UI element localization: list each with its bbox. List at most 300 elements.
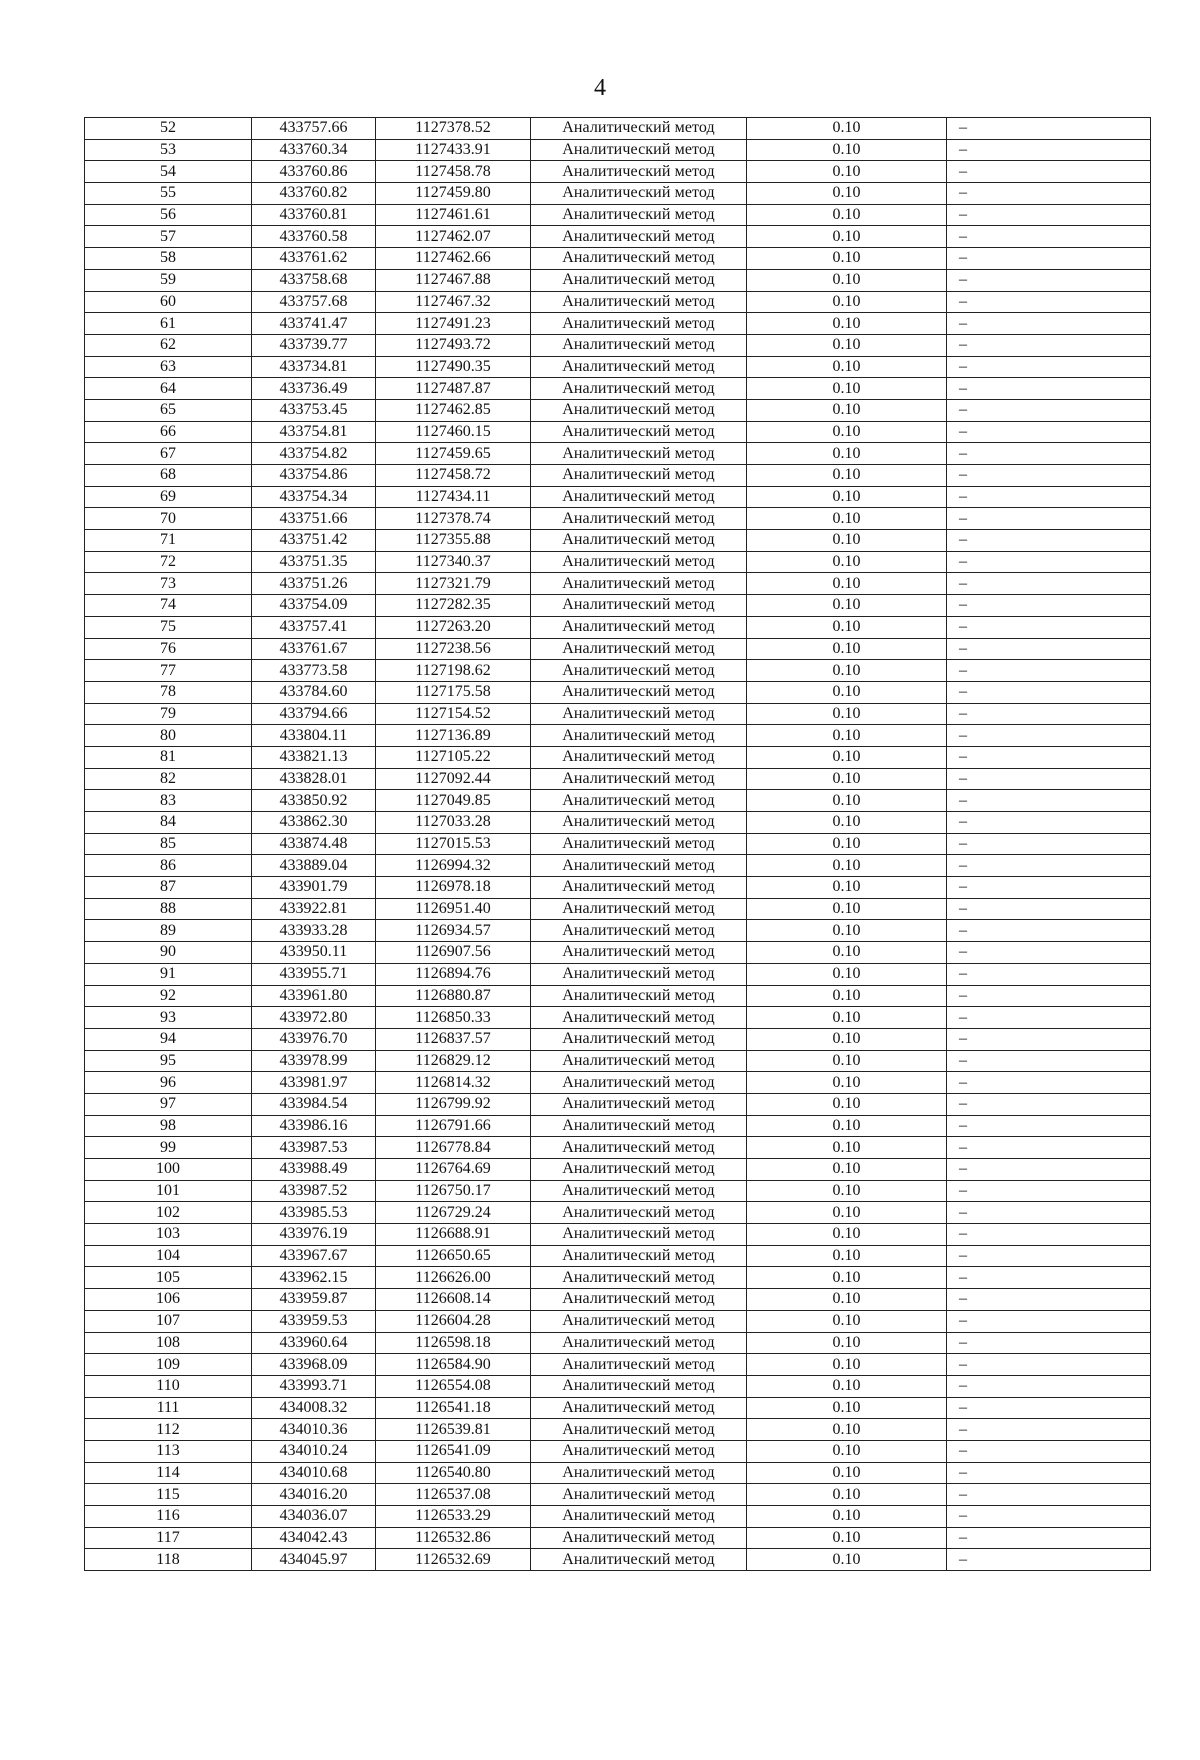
point-number-cell: 91 [85,963,252,985]
note-cell: – [947,1093,1151,1115]
table-row [85,1354,1151,1376]
method-cell: Аналитический метод [531,1115,747,1137]
note-cell: – [947,920,1151,942]
accuracy-cell: 0.10 [747,1202,947,1224]
x-coordinate-cell: 433734.81 [252,356,376,378]
note-cell: – [947,790,1151,812]
y-coordinate-cell: 1127458.72 [376,465,531,487]
x-coordinate-cell: 433950.11 [252,942,376,964]
note-cell: – [947,595,1151,617]
method-cell: Аналитический метод [531,963,747,985]
accuracy-cell: 0.10 [747,1506,947,1528]
y-coordinate-cell: 1127378.52 [376,118,531,140]
note-cell: – [947,1289,1151,1311]
point-number-cell: 52 [85,118,252,140]
accuracy-cell: 0.10 [747,313,947,335]
table-row [85,573,1151,595]
x-coordinate-cell: 433959.87 [252,1289,376,1311]
y-coordinate-cell: 1127434.11 [376,486,531,508]
accuracy-cell: 0.10 [747,1462,947,1484]
accuracy-cell: 0.10 [747,204,947,226]
x-coordinate-cell: 433751.66 [252,508,376,530]
note-cell: – [947,1050,1151,1072]
x-coordinate-cell: 433976.70 [252,1028,376,1050]
table-row [85,1484,1151,1506]
y-coordinate-cell: 1126907.56 [376,942,531,964]
note-cell: – [947,1375,1151,1397]
method-cell: Аналитический метод [531,616,747,638]
x-coordinate-cell: 433967.67 [252,1245,376,1267]
x-coordinate-cell: 433821.13 [252,746,376,768]
y-coordinate-cell: 1127487.87 [376,378,531,400]
table-row [85,660,1151,682]
method-cell: Аналитический метод [531,269,747,291]
accuracy-cell: 0.10 [747,725,947,747]
note-cell: – [947,812,1151,834]
note-cell: – [947,1310,1151,1332]
table-row [85,183,1151,205]
point-number-cell: 61 [85,313,252,335]
y-coordinate-cell: 1127493.72 [376,334,531,356]
method-cell: Аналитический метод [531,1419,747,1441]
point-number-cell: 118 [85,1549,252,1571]
note-cell: – [947,681,1151,703]
accuracy-cell: 0.10 [747,139,947,161]
table-row [85,1159,1151,1181]
method-cell: Аналитический метод [531,486,747,508]
y-coordinate-cell: 1126837.57 [376,1028,531,1050]
accuracy-cell: 0.10 [747,681,947,703]
y-coordinate-cell: 1127378.74 [376,508,531,530]
method-cell: Аналитический метод [531,443,747,465]
accuracy-cell: 0.10 [747,183,947,205]
accuracy-cell: 0.10 [747,1397,947,1419]
x-coordinate-cell: 433773.58 [252,660,376,682]
note-cell: – [947,1245,1151,1267]
y-coordinate-cell: 1126532.86 [376,1527,531,1549]
point-number-cell: 62 [85,334,252,356]
table-row [85,1375,1151,1397]
y-coordinate-cell: 1126978.18 [376,877,531,899]
point-number-cell: 97 [85,1093,252,1115]
x-coordinate-cell: 433874.48 [252,833,376,855]
method-cell: Аналитический метод [531,681,747,703]
point-number-cell: 101 [85,1180,252,1202]
note-cell: – [947,1397,1151,1419]
point-number-cell: 82 [85,768,252,790]
method-cell: Аналитический метод [531,1093,747,1115]
note-cell: – [947,1462,1151,1484]
note-cell: – [947,1159,1151,1181]
note-cell: – [947,1007,1151,1029]
note-cell: – [947,855,1151,877]
accuracy-cell: 0.10 [747,855,947,877]
note-cell: – [947,1332,1151,1354]
method-cell: Аналитический метод [531,465,747,487]
note-cell: – [947,530,1151,552]
method-cell: Аналитический метод [531,638,747,660]
table-row [85,1506,1151,1528]
note-cell: – [947,161,1151,183]
note-cell: – [947,833,1151,855]
note-cell: – [947,1115,1151,1137]
point-number-cell: 77 [85,660,252,682]
table-row [85,1115,1151,1137]
y-coordinate-cell: 1126540.80 [376,1462,531,1484]
x-coordinate-cell: 433986.16 [252,1115,376,1137]
method-cell: Аналитический метод [531,703,747,725]
table-row [85,486,1151,508]
accuracy-cell: 0.10 [747,1310,947,1332]
y-coordinate-cell: 1126799.92 [376,1093,531,1115]
method-cell: Аналитический метод [531,1028,747,1050]
point-number-cell: 53 [85,139,252,161]
note-cell: – [947,1267,1151,1289]
accuracy-cell: 0.10 [747,812,947,834]
note-cell: – [947,551,1151,573]
y-coordinate-cell: 1127092.44 [376,768,531,790]
point-number-cell: 112 [85,1419,252,1441]
y-coordinate-cell: 1126532.69 [376,1549,531,1571]
note-cell: – [947,486,1151,508]
method-cell: Аналитический метод [531,1332,747,1354]
point-number-cell: 67 [85,443,252,465]
x-coordinate-cell: 433736.49 [252,378,376,400]
x-coordinate-cell: 433751.35 [252,551,376,573]
method-cell: Аналитический метод [531,812,747,834]
accuracy-cell: 0.10 [747,118,947,140]
x-coordinate-cell: 433741.47 [252,313,376,335]
point-number-cell: 63 [85,356,252,378]
method-cell: Аналитический метод [531,725,747,747]
note-cell: – [947,1202,1151,1224]
point-number-cell: 74 [85,595,252,617]
note-cell: – [947,356,1151,378]
x-coordinate-cell: 433978.99 [252,1050,376,1072]
y-coordinate-cell: 1127049.85 [376,790,531,812]
x-coordinate-cell: 434008.32 [252,1397,376,1419]
x-coordinate-cell: 433933.28 [252,920,376,942]
y-coordinate-cell: 1126729.24 [376,1202,531,1224]
point-number-cell: 99 [85,1137,252,1159]
accuracy-cell: 0.10 [747,226,947,248]
note-cell: – [947,1224,1151,1246]
accuracy-cell: 0.10 [747,1137,947,1159]
y-coordinate-cell: 1126604.28 [376,1310,531,1332]
accuracy-cell: 0.10 [747,1354,947,1376]
y-coordinate-cell: 1127282.35 [376,595,531,617]
accuracy-cell: 0.10 [747,660,947,682]
method-cell: Аналитический метод [531,1549,747,1571]
method-cell: Аналитический метод [531,1354,747,1376]
y-coordinate-cell: 1127462.66 [376,248,531,270]
accuracy-cell: 0.10 [747,877,947,899]
method-cell: Аналитический метод [531,378,747,400]
x-coordinate-cell: 433987.53 [252,1137,376,1159]
y-coordinate-cell: 1126894.76 [376,963,531,985]
accuracy-cell: 0.10 [747,508,947,530]
y-coordinate-cell: 1127198.62 [376,660,531,682]
y-coordinate-cell: 1127263.20 [376,616,531,638]
method-cell: Аналитический метод [531,508,747,530]
table-row [85,638,1151,660]
x-coordinate-cell: 433976.19 [252,1224,376,1246]
point-number-cell: 83 [85,790,252,812]
point-number-cell: 108 [85,1332,252,1354]
method-cell: Аналитический метод [531,1007,747,1029]
x-coordinate-cell: 434042.43 [252,1527,376,1549]
x-coordinate-cell: 433828.01 [252,768,376,790]
table-row [85,139,1151,161]
method-cell: Аналитический метод [531,920,747,942]
x-coordinate-cell: 434010.36 [252,1419,376,1441]
note-cell: – [947,1419,1151,1441]
x-coordinate-cell: 433751.42 [252,530,376,552]
x-coordinate-cell: 434045.97 [252,1549,376,1571]
x-coordinate-cell: 433760.58 [252,226,376,248]
y-coordinate-cell: 1126791.66 [376,1115,531,1137]
y-coordinate-cell: 1127459.65 [376,443,531,465]
table-row [85,204,1151,226]
accuracy-cell: 0.10 [747,1332,947,1354]
point-number-cell: 100 [85,1159,252,1181]
method-cell: Аналитический метод [531,660,747,682]
x-coordinate-cell: 433972.80 [252,1007,376,1029]
point-number-cell: 66 [85,421,252,443]
y-coordinate-cell: 1127136.89 [376,725,531,747]
method-cell: Аналитический метод [531,833,747,855]
accuracy-cell: 0.10 [747,161,947,183]
x-coordinate-cell: 433757.68 [252,291,376,313]
x-coordinate-cell: 433760.86 [252,161,376,183]
table-row [85,703,1151,725]
method-cell: Аналитический метод [531,313,747,335]
note-cell: – [947,1072,1151,1094]
method-cell: Аналитический метод [531,877,747,899]
method-cell: Аналитический метод [531,183,747,205]
y-coordinate-cell: 1126598.18 [376,1332,531,1354]
accuracy-cell: 0.10 [747,746,947,768]
note-cell: – [947,421,1151,443]
point-number-cell: 73 [85,573,252,595]
note-cell: – [947,963,1151,985]
note-cell: – [947,898,1151,920]
accuracy-cell: 0.10 [747,1527,947,1549]
point-number-cell: 76 [85,638,252,660]
method-cell: Аналитический метод [531,1245,747,1267]
method-cell: Аналитический метод [531,421,747,443]
x-coordinate-cell: 433761.67 [252,638,376,660]
accuracy-cell: 0.10 [747,1093,947,1115]
x-coordinate-cell: 433985.53 [252,1202,376,1224]
table-row [85,334,1151,356]
note-cell: – [947,226,1151,248]
table-row [85,1007,1151,1029]
note-cell: – [947,313,1151,335]
accuracy-cell: 0.10 [747,1245,947,1267]
y-coordinate-cell: 1127467.88 [376,269,531,291]
note-cell: – [947,1506,1151,1528]
accuracy-cell: 0.10 [747,1007,947,1029]
table-row [85,942,1151,964]
accuracy-cell: 0.10 [747,530,947,552]
table-row [85,1028,1151,1050]
table-row [85,1549,1151,1571]
point-number-cell: 87 [85,877,252,899]
y-coordinate-cell: 1127355.88 [376,530,531,552]
method-cell: Аналитический метод [531,1506,747,1528]
note-cell: – [947,465,1151,487]
x-coordinate-cell: 433804.11 [252,725,376,747]
table-row [85,1050,1151,1072]
note-cell: – [947,985,1151,1007]
table-row [85,920,1151,942]
accuracy-cell: 0.10 [747,378,947,400]
point-number-cell: 54 [85,161,252,183]
table-row [85,356,1151,378]
x-coordinate-cell: 433751.26 [252,573,376,595]
table-row [85,1202,1151,1224]
table-row [85,465,1151,487]
x-coordinate-cell: 433754.34 [252,486,376,508]
y-coordinate-cell: 1127459.80 [376,183,531,205]
accuracy-cell: 0.10 [747,486,947,508]
note-cell: – [947,399,1151,421]
table-row [85,1419,1151,1441]
point-number-cell: 114 [85,1462,252,1484]
table-row [85,790,1151,812]
y-coordinate-cell: 1127033.28 [376,812,531,834]
note-cell: – [947,269,1151,291]
point-number-cell: 88 [85,898,252,920]
accuracy-cell: 0.10 [747,1289,947,1311]
x-coordinate-cell: 433758.68 [252,269,376,291]
y-coordinate-cell: 1127462.07 [376,226,531,248]
note-cell: – [947,1440,1151,1462]
coordinates-table-body [85,118,1151,1571]
y-coordinate-cell: 1126539.81 [376,1419,531,1441]
accuracy-cell: 0.10 [747,1115,947,1137]
method-cell: Аналитический метод [531,1440,747,1462]
method-cell: Аналитический метод [531,204,747,226]
y-coordinate-cell: 1126880.87 [376,985,531,1007]
y-coordinate-cell: 1126750.17 [376,1180,531,1202]
y-coordinate-cell: 1126764.69 [376,1159,531,1181]
x-coordinate-cell: 433761.62 [252,248,376,270]
table-row [85,833,1151,855]
x-coordinate-cell: 433988.49 [252,1159,376,1181]
point-number-cell: 78 [85,681,252,703]
accuracy-cell: 0.10 [747,421,947,443]
accuracy-cell: 0.10 [747,465,947,487]
y-coordinate-cell: 1126829.12 [376,1050,531,1072]
accuracy-cell: 0.10 [747,985,947,1007]
point-number-cell: 79 [85,703,252,725]
accuracy-cell: 0.10 [747,269,947,291]
note-cell: – [947,183,1151,205]
method-cell: Аналитический метод [531,118,747,140]
x-coordinate-cell: 433754.09 [252,595,376,617]
accuracy-cell: 0.10 [747,768,947,790]
y-coordinate-cell: 1127461.61 [376,204,531,226]
method-cell: Аналитический метод [531,942,747,964]
point-number-cell: 104 [85,1245,252,1267]
x-coordinate-cell: 433993.71 [252,1375,376,1397]
table-row [85,313,1151,335]
method-cell: Аналитический метод [531,248,747,270]
note-cell: – [947,248,1151,270]
point-number-cell: 81 [85,746,252,768]
method-cell: Аналитический метод [531,1289,747,1311]
point-number-cell: 109 [85,1354,252,1376]
table-row [85,399,1151,421]
x-coordinate-cell: 433961.80 [252,985,376,1007]
table-row [85,595,1151,617]
accuracy-cell: 0.10 [747,573,947,595]
table-row [85,898,1151,920]
point-number-cell: 103 [85,1224,252,1246]
table-row [85,508,1151,530]
note-cell: – [947,616,1151,638]
y-coordinate-cell: 1126850.33 [376,1007,531,1029]
method-cell: Аналитический метод [531,790,747,812]
point-number-cell: 105 [85,1267,252,1289]
accuracy-cell: 0.10 [747,551,947,573]
accuracy-cell: 0.10 [747,1028,947,1050]
x-coordinate-cell: 433889.04 [252,855,376,877]
y-coordinate-cell: 1127467.32 [376,291,531,313]
method-cell: Аналитический метод [531,161,747,183]
y-coordinate-cell: 1127462.85 [376,399,531,421]
method-cell: Аналитический метод [531,1202,747,1224]
accuracy-cell: 0.10 [747,1549,947,1571]
method-cell: Аналитический метод [531,746,747,768]
y-coordinate-cell: 1127175.58 [376,681,531,703]
point-number-cell: 106 [85,1289,252,1311]
table-row [85,1527,1151,1549]
x-coordinate-cell: 433960.64 [252,1332,376,1354]
note-cell: – [947,1484,1151,1506]
point-number-cell: 69 [85,486,252,508]
note-cell: – [947,378,1151,400]
point-number-cell: 58 [85,248,252,270]
point-number-cell: 111 [85,1397,252,1419]
accuracy-cell: 0.10 [747,334,947,356]
table-row [85,985,1151,1007]
method-cell: Аналитический метод [531,898,747,920]
note-cell: – [947,638,1151,660]
x-coordinate-cell: 433760.34 [252,139,376,161]
point-number-cell: 57 [85,226,252,248]
point-number-cell: 56 [85,204,252,226]
note-cell: – [947,768,1151,790]
table-row [85,291,1151,313]
table-row [85,1093,1151,1115]
method-cell: Аналитический метод [531,1397,747,1419]
accuracy-cell: 0.10 [747,399,947,421]
x-coordinate-cell: 433862.30 [252,812,376,834]
table-row [85,1224,1151,1246]
table-row [85,551,1151,573]
accuracy-cell: 0.10 [747,595,947,617]
table-row [85,1397,1151,1419]
y-coordinate-cell: 1126541.09 [376,1440,531,1462]
note-cell: – [947,1180,1151,1202]
table-row [85,443,1151,465]
point-number-cell: 59 [85,269,252,291]
x-coordinate-cell: 433955.71 [252,963,376,985]
x-coordinate-cell: 433757.66 [252,118,376,140]
